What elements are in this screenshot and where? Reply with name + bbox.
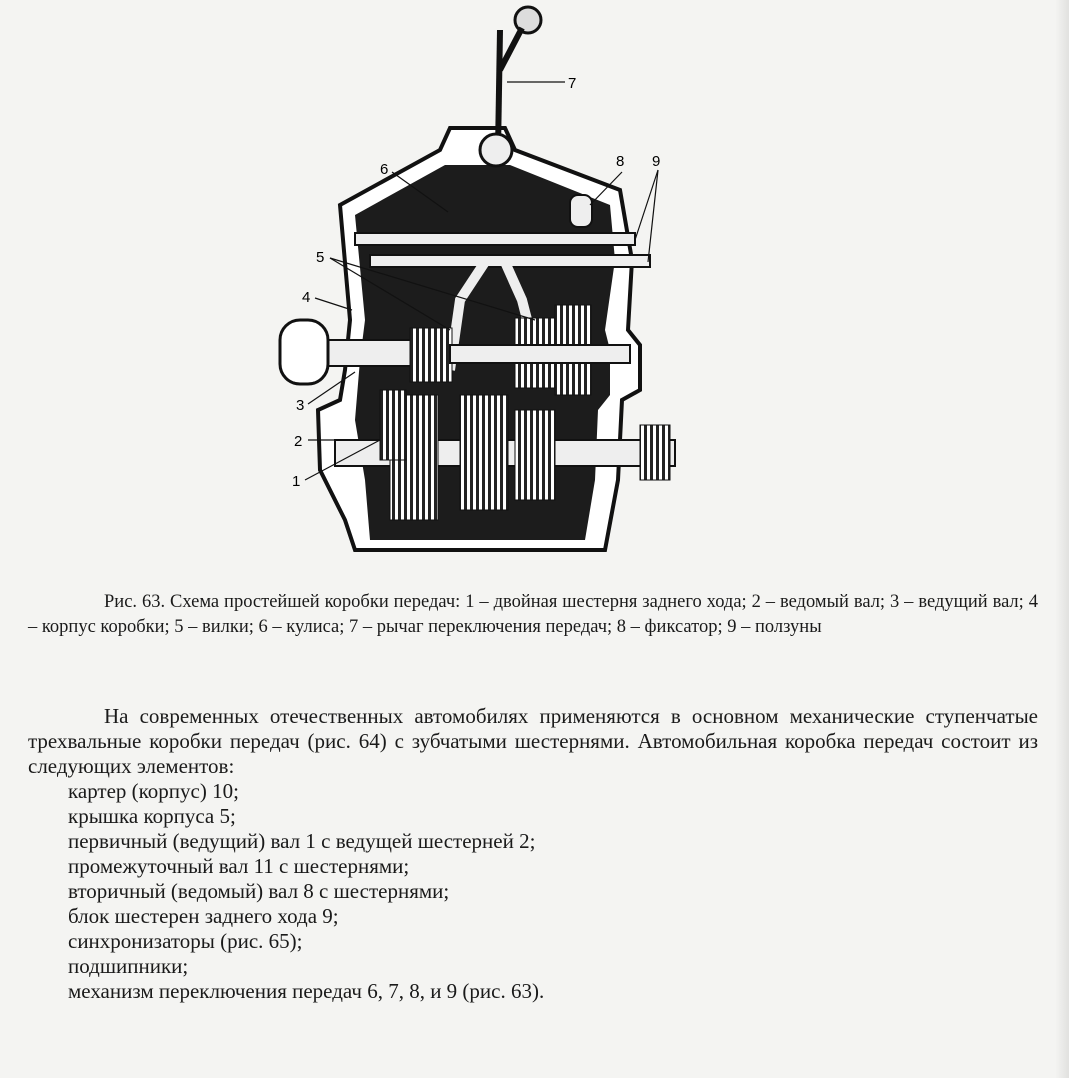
label-6: 6	[380, 161, 389, 178]
shift-lever	[498, 30, 500, 150]
input-flange	[280, 320, 328, 384]
label-9: 9	[652, 153, 661, 170]
list-item: вторичный (ведомый) вал 8 с шестернями;	[68, 879, 450, 903]
figure-caption: Рис. 63. Схема простейшей коробки передач: 1 – двойная шестерня заднего хода; 2 – ведомый вал; 3 – ведущий вал; 4 – корпус коробки; 5 – вилки; 6 – кулиса; 7 – рычаг переключения передач; 8 – фиксатор; 9 – ползуны	[28, 592, 1038, 637]
page-edge-shadow	[1055, 0, 1069, 1078]
gear-upper-1	[410, 328, 452, 382]
list-item: промежуточный вал 11 с шестернями;	[68, 854, 410, 878]
list-item: механизм переключения передач 6, 7, 8, и 9 (рис. 63).	[68, 979, 545, 1003]
list-item: блок шестерен заднего хода 9;	[68, 904, 339, 928]
gear-lower-3	[515, 410, 555, 500]
gear-lower-2	[460, 395, 508, 510]
label-5: 5	[316, 249, 325, 266]
fixator	[570, 195, 592, 227]
reverse-gear	[380, 390, 406, 460]
body-paragraph: На современных отечественных автомобилях применяются в основном механические ступенчатые трехвальные коробки передач (рис. 64) с зубчатыми шестернями. Автомобильная коробка передач состоит из следующих элементов:	[28, 704, 1038, 778]
label-4: 4	[302, 289, 311, 306]
output-spline	[640, 425, 670, 480]
list-item: подшипники;	[68, 954, 189, 978]
label-8: 8	[616, 153, 625, 170]
element-list	[28, 779, 1038, 1004]
list-item: первичный (ведущий) вал 1 с ведущей шестерней 2;	[68, 829, 536, 853]
label-2: 2	[294, 433, 303, 450]
label-3: 3	[296, 397, 305, 414]
list-item: картер (корпус) 10;	[68, 779, 239, 803]
body-text	[28, 704, 1038, 1004]
label-7: 7	[568, 75, 577, 92]
label-1: 1	[292, 473, 301, 490]
rail-upper	[355, 233, 635, 245]
gearbox-diagram	[260, 0, 700, 560]
list-item: крышка корпуса 5;	[68, 804, 236, 828]
list-item: синхронизаторы (рис. 65);	[68, 929, 303, 953]
